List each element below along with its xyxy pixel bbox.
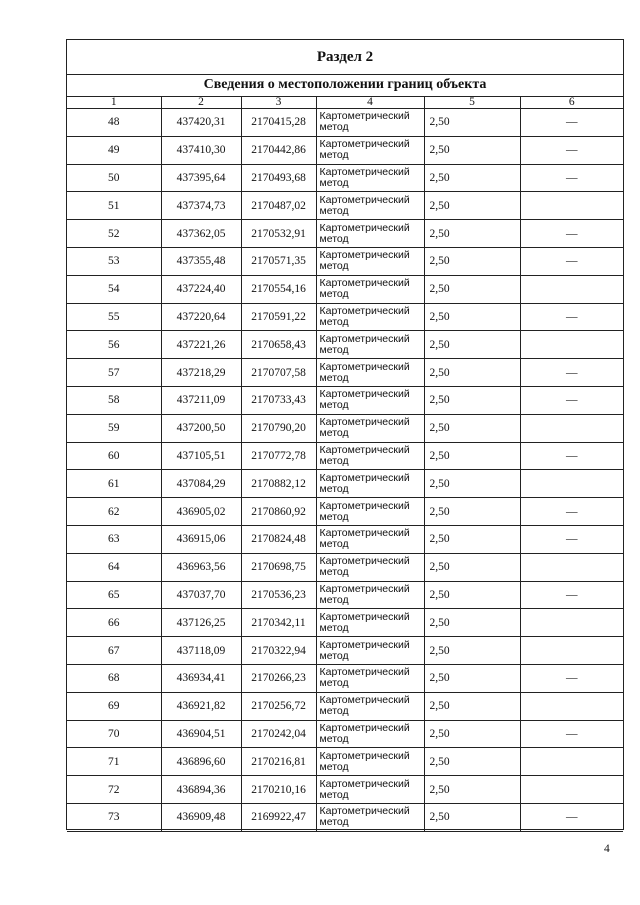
table-row [67, 136, 623, 164]
cell-accuracy: 2,50 [424, 664, 520, 692]
cell-n: 56 [67, 331, 161, 359]
cell-n: 53 [67, 247, 161, 275]
cell-accuracy: 2,50 [424, 414, 520, 442]
cell-y: 2170210,16 [241, 776, 316, 804]
cell-n: 73 [67, 803, 161, 831]
cell-desc: — [520, 720, 623, 748]
table-row [67, 776, 623, 804]
table-row [67, 692, 623, 720]
cell-desc: — [520, 664, 623, 692]
cell-x: 437037,70 [161, 581, 241, 609]
cell-y: 2170493,68 [241, 164, 316, 192]
cell-accuracy: 2,50 [424, 720, 520, 748]
cell-x: 437362,05 [161, 220, 241, 248]
cell-desc [520, 609, 623, 637]
column-header: 1 [67, 96, 161, 109]
column-header: 6 [520, 96, 623, 109]
cell-desc [520, 776, 623, 804]
cell-n: 65 [67, 581, 161, 609]
cell-accuracy: 2,50 [424, 164, 520, 192]
cell-y: 2170882,12 [241, 470, 316, 498]
cell-method: Картометрический метод [316, 136, 424, 164]
table-row [67, 109, 623, 137]
cell-method: Картометрический метод [316, 109, 424, 137]
cell-method: Картометрический метод [316, 192, 424, 220]
cell-method: Картометрический метод [316, 525, 424, 553]
cell-desc [520, 553, 623, 581]
cell-n: 68 [67, 664, 161, 692]
cell-accuracy: 2,50 [424, 637, 520, 665]
table-row [67, 498, 623, 526]
cell-x: 437420,31 [161, 109, 241, 137]
cell-x: 437126,25 [161, 609, 241, 637]
table-header-row [67, 96, 623, 109]
cell-n: 66 [67, 609, 161, 637]
cell-x: 436921,82 [161, 692, 241, 720]
cell-y: 2170698,75 [241, 553, 316, 581]
cell-accuracy: 2,50 [424, 136, 520, 164]
cell-accuracy: 2,50 [424, 498, 520, 526]
cell-n: 51 [67, 192, 161, 220]
cell-accuracy: 2,50 [424, 359, 520, 387]
cell-accuracy: 2,50 [424, 525, 520, 553]
coordinates-table [67, 96, 623, 832]
cell-desc: — [520, 386, 623, 414]
cell-method: Картометрический метод [316, 609, 424, 637]
cell-desc: — [520, 303, 623, 331]
cell-method: Картометрический метод [316, 498, 424, 526]
table-row [67, 303, 623, 331]
cell-desc [520, 331, 623, 359]
cell-desc: — [520, 136, 623, 164]
cell-accuracy: 2,50 [424, 609, 520, 637]
cell-n: 58 [67, 386, 161, 414]
column-header: 3 [241, 96, 316, 109]
cell-n: 50 [67, 164, 161, 192]
cell-n: 48 [67, 109, 161, 137]
cell-x: 437374,73 [161, 192, 241, 220]
cell-x: 436894,36 [161, 776, 241, 804]
cell-x: 437410,30 [161, 136, 241, 164]
cell-n: 64 [67, 553, 161, 581]
table-row [67, 164, 623, 192]
column-header: 2 [161, 96, 241, 109]
cell-n: 67 [67, 637, 161, 665]
cell-accuracy: 2,50 [424, 581, 520, 609]
cell-accuracy: 2,50 [424, 192, 520, 220]
cell-desc: — [520, 525, 623, 553]
cell-x: 436896,60 [161, 748, 241, 776]
cell-n: 62 [67, 498, 161, 526]
table-row [67, 275, 623, 303]
table-row [67, 414, 623, 442]
cell-desc: — [520, 359, 623, 387]
cell-x: 437355,48 [161, 247, 241, 275]
cell-desc: — [520, 109, 623, 137]
cell-n: 61 [67, 470, 161, 498]
cell-x: 437221,26 [161, 331, 241, 359]
cell-desc: — [520, 247, 623, 275]
cell-n: 55 [67, 303, 161, 331]
cell-accuracy: 2,50 [424, 776, 520, 804]
cell-y: 2170266,23 [241, 664, 316, 692]
table-row [67, 247, 623, 275]
cell-desc [520, 637, 623, 665]
cell-x: 436915,06 [161, 525, 241, 553]
cell-y: 2170772,78 [241, 442, 316, 470]
cell-y: 2170342,11 [241, 609, 316, 637]
table-row [67, 359, 623, 387]
cell-n: 60 [67, 442, 161, 470]
cell-method: Картометрический метод [316, 720, 424, 748]
table-row [67, 637, 623, 665]
cell-x: 437105,51 [161, 442, 241, 470]
cell-desc: — [520, 803, 623, 831]
cell-y: 2170733,43 [241, 386, 316, 414]
cell-desc [520, 414, 623, 442]
document-frame [66, 39, 624, 830]
cell-n: 70 [67, 720, 161, 748]
cell-method: Картометрический метод [316, 553, 424, 581]
cell-method: Картометрический метод [316, 748, 424, 776]
cell-y: 2169922,47 [241, 803, 316, 831]
cell-accuracy: 2,50 [424, 386, 520, 414]
cell-x: 437084,29 [161, 470, 241, 498]
table-row [67, 609, 623, 637]
cell-n: 59 [67, 414, 161, 442]
cell-n: 49 [67, 136, 161, 164]
cell-method: Картометрический метод [316, 414, 424, 442]
cell-n: 69 [67, 692, 161, 720]
section-title: Раздел 2 [67, 40, 623, 75]
cell-desc [520, 275, 623, 303]
cell-n: 63 [67, 525, 161, 553]
cell-y: 2170216,81 [241, 748, 316, 776]
cell-x: 437220,64 [161, 303, 241, 331]
table-row [67, 803, 623, 831]
cell-n: 71 [67, 748, 161, 776]
column-header: 4 [316, 96, 424, 109]
cell-desc: — [520, 498, 623, 526]
cell-method: Картометрический метод [316, 776, 424, 804]
cell-n: 57 [67, 359, 161, 387]
cell-accuracy: 2,50 [424, 692, 520, 720]
table-row [67, 386, 623, 414]
cell-desc: — [520, 442, 623, 470]
table-row [67, 220, 623, 248]
cell-x: 437118,09 [161, 637, 241, 665]
cell-method: Картометрический метод [316, 637, 424, 665]
cell-method: Картометрический метод [316, 692, 424, 720]
table-row [67, 664, 623, 692]
cell-accuracy: 2,50 [424, 109, 520, 137]
cell-method: Картометрический метод [316, 164, 424, 192]
cell-desc: — [520, 220, 623, 248]
cell-accuracy: 2,50 [424, 303, 520, 331]
cell-method: Картометрический метод [316, 275, 424, 303]
cell-method: Картометрический метод [316, 303, 424, 331]
cell-y: 2170554,16 [241, 275, 316, 303]
table-row [67, 525, 623, 553]
cell-method: Картометрический метод [316, 581, 424, 609]
cell-method: Картометрический метод [316, 386, 424, 414]
table-row [67, 720, 623, 748]
table-row [67, 442, 623, 470]
table-row [67, 331, 623, 359]
cell-n: 72 [67, 776, 161, 804]
cell-desc: — [520, 581, 623, 609]
cell-x: 436904,51 [161, 720, 241, 748]
cell-method: Картометрический метод [316, 220, 424, 248]
cell-y: 2170415,28 [241, 109, 316, 137]
section-subtitle: Сведения о местоположении границ объекта [67, 74, 623, 97]
cell-y: 2170532,91 [241, 220, 316, 248]
page-number: 4 [604, 843, 610, 855]
cell-y: 2170322,94 [241, 637, 316, 665]
cell-accuracy: 2,50 [424, 331, 520, 359]
cell-x: 436963,56 [161, 553, 241, 581]
cell-y: 2170707,58 [241, 359, 316, 387]
cell-y: 2170242,04 [241, 720, 316, 748]
cell-n: 52 [67, 220, 161, 248]
cell-y: 2170536,23 [241, 581, 316, 609]
cell-accuracy: 2,50 [424, 553, 520, 581]
cell-desc [520, 470, 623, 498]
cell-y: 2170658,43 [241, 331, 316, 359]
column-header: 5 [424, 96, 520, 109]
cell-y: 2170824,48 [241, 525, 316, 553]
table-row [67, 553, 623, 581]
cell-y: 2170487,02 [241, 192, 316, 220]
table-row [67, 581, 623, 609]
cell-accuracy: 2,50 [424, 803, 520, 831]
table-row [67, 470, 623, 498]
cell-y: 2170571,35 [241, 247, 316, 275]
cell-x: 437224,40 [161, 275, 241, 303]
cell-accuracy: 2,50 [424, 470, 520, 498]
table-row [67, 748, 623, 776]
cell-method: Картометрический метод [316, 470, 424, 498]
cell-x: 436934,41 [161, 664, 241, 692]
cell-y: 2170256,72 [241, 692, 316, 720]
cell-x: 436905,02 [161, 498, 241, 526]
cell-y: 2170860,92 [241, 498, 316, 526]
cell-accuracy: 2,50 [424, 275, 520, 303]
cell-accuracy: 2,50 [424, 247, 520, 275]
cell-desc: — [520, 164, 623, 192]
cell-method: Картометрический метод [316, 331, 424, 359]
cell-x: 437200,50 [161, 414, 241, 442]
cell-x: 437218,29 [161, 359, 241, 387]
cell-x: 437395,64 [161, 164, 241, 192]
cell-method: Картометрический метод [316, 803, 424, 831]
cell-x: 436909,48 [161, 803, 241, 831]
cell-y: 2170591,22 [241, 303, 316, 331]
cell-method: Картометрический метод [316, 664, 424, 692]
cell-desc [520, 692, 623, 720]
cell-accuracy: 2,50 [424, 442, 520, 470]
cell-accuracy: 2,50 [424, 748, 520, 776]
table-row [67, 192, 623, 220]
cell-method: Картометрический метод [316, 442, 424, 470]
cell-desc [520, 192, 623, 220]
cell-x: 437211,09 [161, 386, 241, 414]
cell-method: Картометрический метод [316, 247, 424, 275]
cell-desc [520, 748, 623, 776]
cell-method: Картометрический метод [316, 359, 424, 387]
cell-accuracy: 2,50 [424, 220, 520, 248]
cell-y: 2170790,20 [241, 414, 316, 442]
cell-n: 54 [67, 275, 161, 303]
cell-y: 2170442,86 [241, 136, 316, 164]
